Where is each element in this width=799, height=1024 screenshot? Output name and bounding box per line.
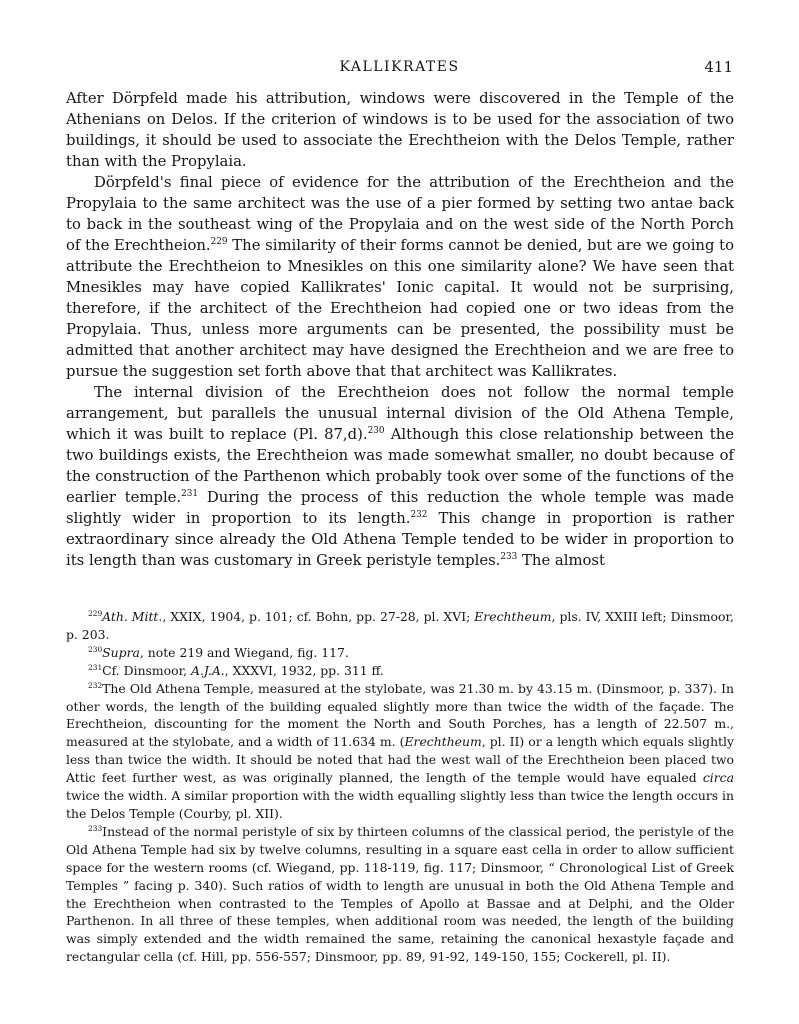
footnote-231-text-1: , XXXVI, 1932, pp. 311 ff.: [224, 662, 384, 678]
footnote-number: 230: [88, 644, 103, 654]
paragraph-3-text-e: The almost: [517, 552, 605, 569]
footnote-232-text-0: The Old Athena Temple, measured at the stylobate, was 21.30 m. by 43.15 m. (Dinsmoor, p. 337). In other words, the length of the building equaled slightly more than twice the width of the façade. The Erechtheion, discounting for the moment the North and South Porches, has a length of 22.507 m., measured at the stylobate, and a width of 11.634 m. (: [66, 680, 734, 750]
footnote-ref-230[interactable]: 230: [367, 426, 385, 437]
footnote-229-text-1: , XXIX, 1904, p. 101; cf. Bohn, pp. 27-28, pl. XVI;: [162, 609, 475, 624]
footnote-229-italic-1: Ath. Mitt.: [102, 609, 163, 624]
footnote-ref-232[interactable]: 232: [410, 510, 428, 521]
paragraph-1: After Dörpfeld made his attribution, windows were discovered in the Temple of the Athenians on Delos. If the criterion of windows is to be used for the association of two buildings, it should be used to associate the Erechtheion with the Delos Temple, rather than with the Propylaia.: [66, 90, 734, 170]
footnote-231: [66, 662, 734, 680]
footnote-229-text-2: , pls. IV, XXIII left; Dinsmoor, p. 203.: [66, 609, 734, 642]
footnote-232-text-1: , pl. II) or a length which equals slightly less than twice the width. It should be noted that had the west wall of the Erechtheion been placed two Attic feet further west, as was originally planned, the length of the temple would have equaled: [66, 734, 734, 786]
page-number: 411: [704, 58, 733, 76]
paragraph-3-text-b: Although this close relationship between the two buildings exists, the Erechtheion was made somewhat smaller, no doubt because of the construction of the Parthenon which probably took over some of the functions of the earlier temple.: [66, 426, 734, 506]
footnote-233: [66, 823, 734, 966]
paragraph-2: [66, 172, 734, 382]
running-title: KALLIKRATES: [339, 59, 460, 75]
paragraph-3-text-c: During the process of this reduction the whole temple was made slightly wider in proportion to its length.: [66, 489, 734, 527]
running-header: [66, 56, 733, 78]
footnote-number: 229: [88, 608, 103, 618]
footnote-233-text-0: Instead of the normal peristyle of six by thirteen columns of the classical period, the peristyle of the Old Athena Temple had six by twelve columns, resulting in a square east cella in order to allow sufficient space for the western rooms (cf. Wiegand, pp. 118-119, fig. 117; Dinsmoor, “ Chronological List of Greek Temples ” facing p. 340). Such ratios of width to length are unusual in both the Old Athena Temple and the Erechtheion when contrasted to the Temples of Apollo at Bassae and at Delphi, and the Older Parthenon. In all three of these temples, when additional room was needed, the length of the building was simply extended and the width remained the same, retaining the canonical hexastyle façade and rectangular cella (cf. Hill, pp. 556-557; Dinsmoor, pp. 89, 91-92, 149-150, 155; Cockerell, pl. II).: [66, 823, 734, 965]
footnotes: [66, 608, 734, 966]
footnote-232-italic-2: circa: [702, 770, 734, 786]
footnote-ref-231[interactable]: 231: [181, 489, 199, 500]
paragraph-3-text-a: The internal division of the Erechtheion does not follow the normal temple arrangement, but parallels the unusual internal division of the Old Athena Temple, which it was built to replace (Pl. 87,d).: [66, 384, 734, 443]
footnote-229: [66, 608, 734, 644]
footnote-232-text-2: twice the width. A similar proportion with the width equalling slightly less than twice the length occurs in the Delos Temple (Courby, pl. XII).: [66, 788, 734, 821]
footnote-number: 231: [88, 662, 103, 672]
footnote-number: 233: [88, 823, 103, 833]
footnote-231-italic-1: A.J.A.: [191, 662, 225, 678]
footnote-232: [66, 680, 734, 823]
footnote-229-italic-2: Erechtheum: [474, 609, 552, 624]
footnote-230: [66, 644, 734, 662]
main-text: [66, 88, 734, 571]
footnote-231-text-0: Cf. Dinsmoor,: [102, 662, 192, 678]
paragraph-3: [66, 382, 734, 571]
paragraph-2-text-a: Dörpfeld's final piece of evidence for the attribution of the Erechtheion and the Propylaia to the same architect was the use of a pier formed by setting two antae back to back in the southeast wing of the Propylaia and on the west side of the North Porch of the Erechtheion.: [66, 174, 734, 254]
paragraph-2-text-b: The similarity of their forms cannot be denied, but are we going to attribute the Erechtheion to Mnesikles on this one similarity alone? We have seen that Mnesikles may have copied Kallikrates' Ionic capital. It would not be surprising, therefore, if the architect of the Erechtheion had copied one or two ideas from the Propylaia. Thus, unless more arguments can be presented, the possibility must be admitted that another architect may have designed the Erechtheion and we are free to pursue the suggestion set forth above that that architect was Kallikrates.: [66, 237, 734, 380]
footnote-230-italic-1: Supra: [102, 644, 140, 660]
paragraph-3-text-d: This change in proportion is rather extraordinary since already the Old Athena Temple tended to be wider in proportion to its length than was customary in Greek peristyle temples.: [66, 510, 734, 569]
footnote-230-text-1: , note 219 and Wiegand, fig. 117.: [139, 644, 349, 660]
footnote-232-italic-1: Erechtheum: [404, 734, 482, 750]
footnote-ref-233[interactable]: 233: [500, 552, 518, 563]
footnote-number: 232: [88, 680, 103, 690]
footnote-ref-229[interactable]: 229: [210, 237, 228, 248]
